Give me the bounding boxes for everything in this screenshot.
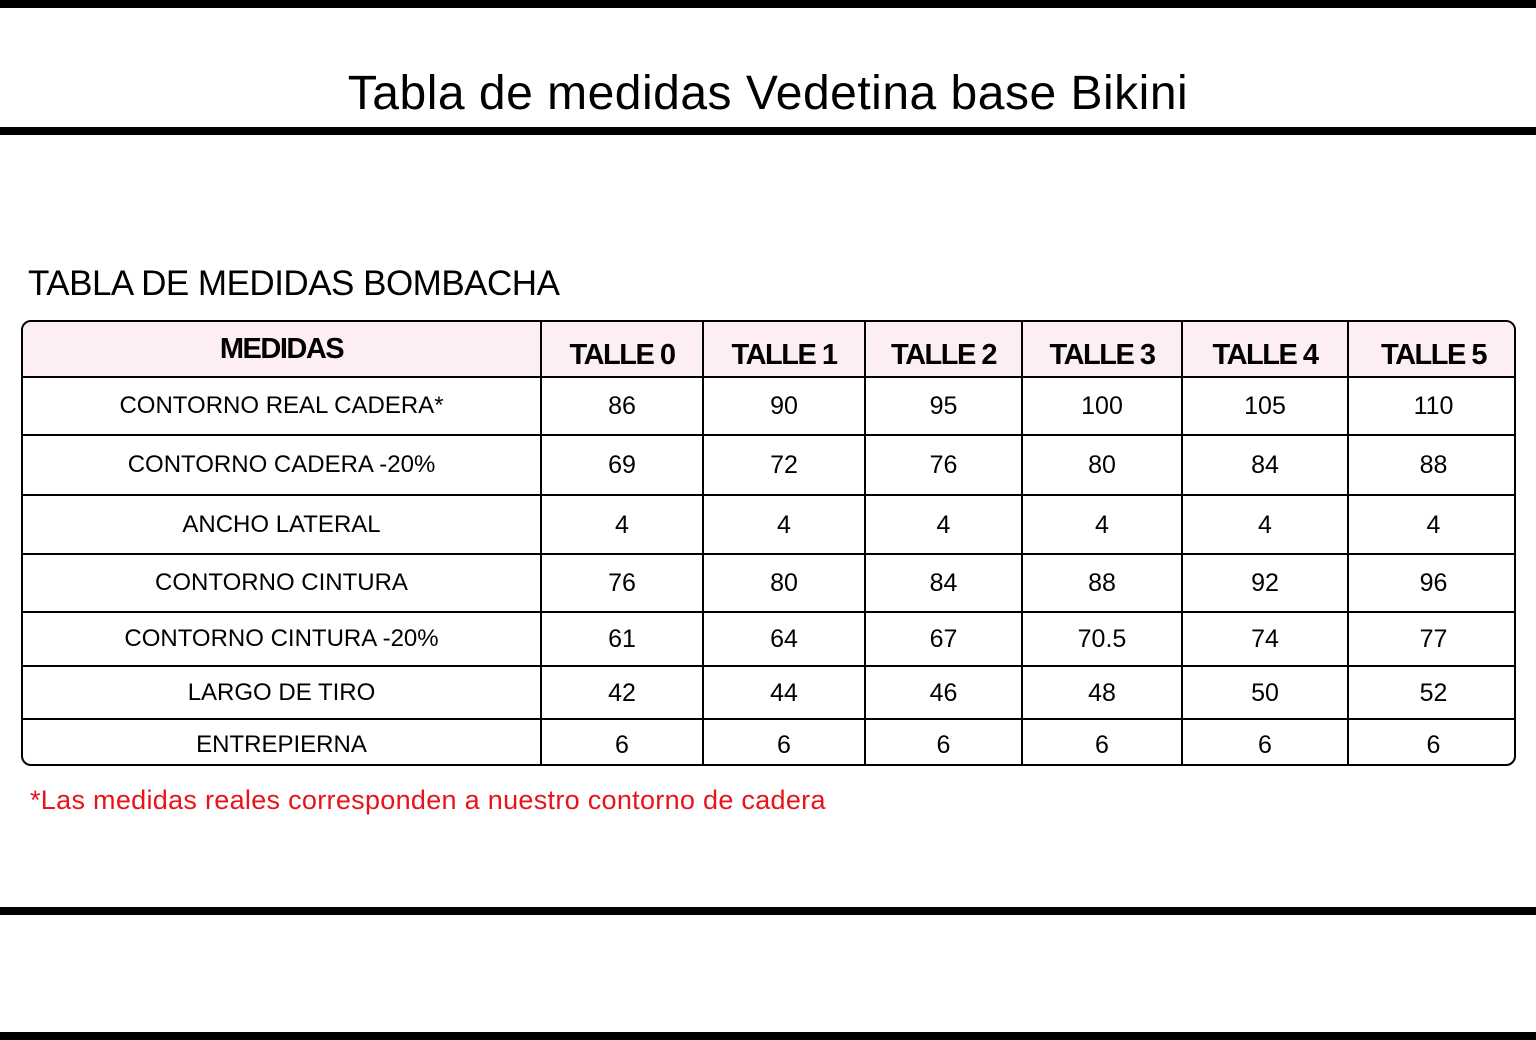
table-cell: 4 <box>703 495 865 554</box>
table-row <box>23 435 1516 495</box>
table-cell: 88 <box>1348 435 1516 495</box>
table-row <box>23 666 1516 719</box>
column-header-talle-3: TALLE 3 <box>1022 322 1182 377</box>
table-cell: 6 <box>703 719 865 766</box>
row-label: CONTORNO CADERA -20% <box>23 435 541 495</box>
column-header-talle-1: TALLE 1 <box>703 322 865 377</box>
column-header-talle-4: TALLE 4 <box>1182 322 1348 377</box>
table-cell: 64 <box>703 612 865 666</box>
table-cell: 4 <box>1022 495 1182 554</box>
bottom-divider-rule <box>0 907 1536 915</box>
table-cell: 84 <box>865 554 1022 612</box>
size-table-frame <box>21 320 1516 766</box>
table-row <box>23 719 1516 766</box>
column-header-talle-0: TALLE 0 <box>541 322 703 377</box>
table-cell: 48 <box>1022 666 1182 719</box>
bottom-border-rule <box>0 1032 1536 1040</box>
row-label: LARGO DE TIRO <box>23 666 541 719</box>
top-border-rule <box>0 0 1536 8</box>
table-cell: 95 <box>865 377 1022 435</box>
column-header-medidas: MEDIDAS <box>23 322 541 377</box>
table-cell: 50 <box>1182 666 1348 719</box>
table-row <box>23 612 1516 666</box>
table-cell: 4 <box>1348 495 1516 554</box>
table-cell: 46 <box>865 666 1022 719</box>
row-label: ANCHO LATERAL <box>23 495 541 554</box>
table-cell: 90 <box>703 377 865 435</box>
table-cell: 52 <box>1348 666 1516 719</box>
table-cell: 74 <box>1182 612 1348 666</box>
table-cell: 88 <box>1022 554 1182 612</box>
table-cell: 6 <box>1022 719 1182 766</box>
table-row <box>23 377 1516 435</box>
table-row <box>23 495 1516 554</box>
table-cell: 86 <box>541 377 703 435</box>
table-cell: 100 <box>1022 377 1182 435</box>
table-cell: 72 <box>703 435 865 495</box>
table-cell: 105 <box>1182 377 1348 435</box>
table-cell: 69 <box>541 435 703 495</box>
table-title: TABLA DE MEDIDAS BOMBACHA <box>28 264 560 303</box>
row-label: CONTORNO CINTURA -20% <box>23 612 541 666</box>
table-cell: 42 <box>541 666 703 719</box>
table-cell: 6 <box>1182 719 1348 766</box>
size-table <box>23 322 1516 766</box>
column-header-talle-5: TALLE 5 <box>1348 322 1516 377</box>
page-title: Tabla de medidas Vedetina base Bikini <box>347 67 1189 121</box>
table-cell: 80 <box>1022 435 1182 495</box>
column-header-talle-2: TALLE 2 <box>865 322 1022 377</box>
footnote: *Las medidas reales corresponden a nuestro contorno de cadera <box>30 785 826 815</box>
table-cell: 4 <box>1182 495 1348 554</box>
table-cell: 4 <box>541 495 703 554</box>
table-cell: 70.5 <box>1022 612 1182 666</box>
table-cell: 80 <box>703 554 865 612</box>
row-label: CONTORNO REAL CADERA* <box>23 377 541 435</box>
table-cell: 92 <box>1182 554 1348 612</box>
table-cell: 4 <box>865 495 1022 554</box>
table-cell: 110 <box>1348 377 1516 435</box>
table-cell: 61 <box>541 612 703 666</box>
table-cell: 84 <box>1182 435 1348 495</box>
table-cell: 76 <box>541 554 703 612</box>
table-cell: 6 <box>541 719 703 766</box>
table-cell: 76 <box>865 435 1022 495</box>
table-cell: 77 <box>1348 612 1516 666</box>
table-cell: 96 <box>1348 554 1516 612</box>
table-cell: 6 <box>865 719 1022 766</box>
row-label: CONTORNO CINTURA <box>23 554 541 612</box>
table-cell: 6 <box>1348 719 1516 766</box>
table-cell: 67 <box>865 612 1022 666</box>
table-row <box>23 554 1516 612</box>
title-divider-rule <box>0 127 1536 135</box>
header-row <box>23 322 1516 377</box>
row-label: ENTREPIERNA <box>23 719 541 766</box>
table-cell: 44 <box>703 666 865 719</box>
